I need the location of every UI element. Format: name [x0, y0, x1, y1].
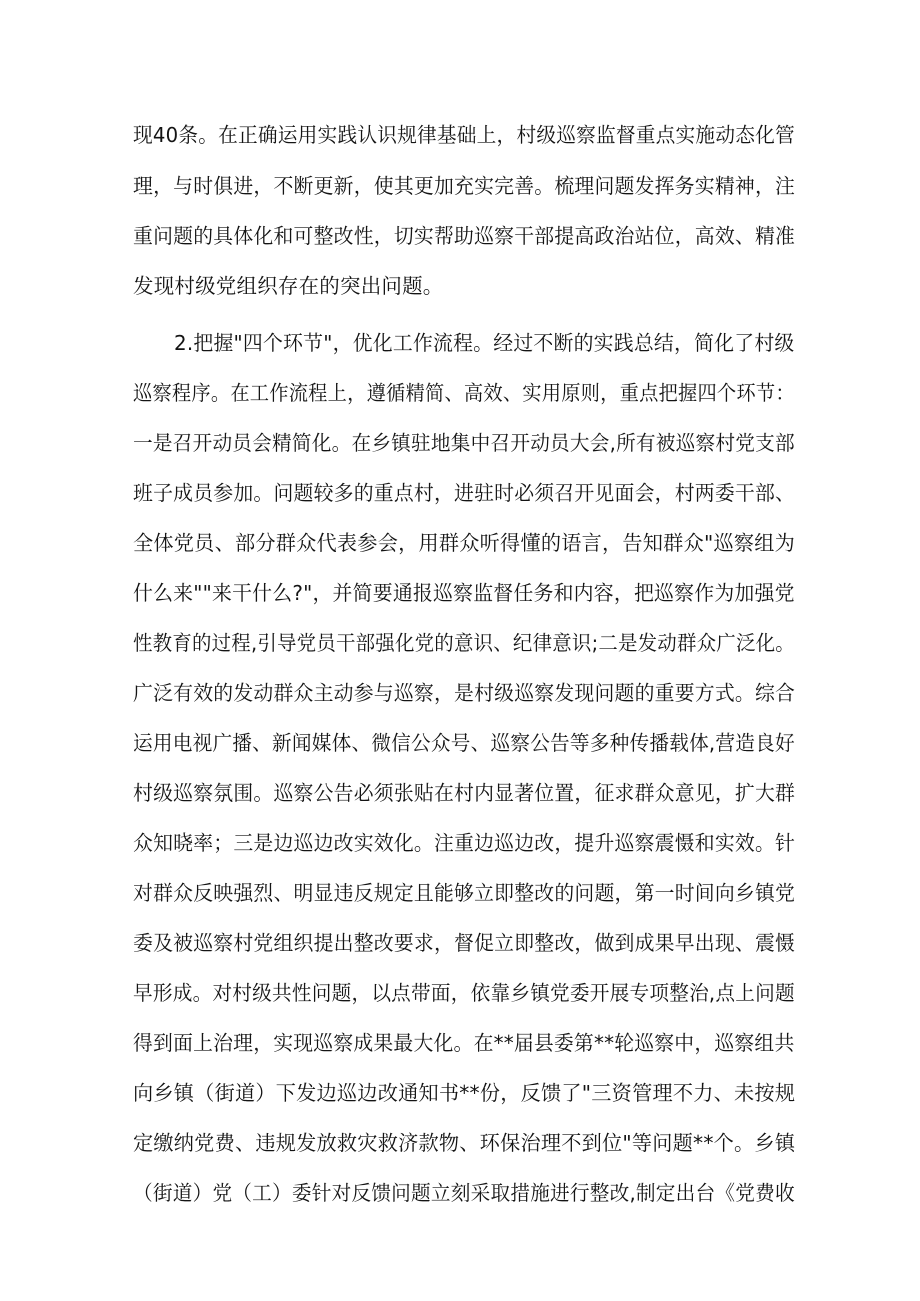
paragraph-line-14: 村级巡察氛围。巡察公告必须张贴在村内显著位置，征求群众意见，扩大群	[133, 781, 796, 805]
paragraph-line-6: 巡察程序。在工作流程上，遵循精简、高效、实用原则，重点把握四个环节：	[133, 381, 795, 405]
paragraph-line-19: 得到面上治理，实现巡察成果最大化。在**届县委第**轮巡察中，巡察组共	[133, 1031, 795, 1055]
paragraph-line-2: 理，与时俱进，不断更新，使其更加充实完善。梳理问题发挥务实精神，注	[133, 174, 796, 198]
paragraph-line-10: 什么来""来干什么?"，并简要通报巡察监督任务和内容，把巡察作为加强党	[133, 581, 795, 605]
paragraph-line-22: （街道）党（工）委针对反馈问题立刻采取措施进行整改,制定出台《党费收	[133, 1181, 795, 1205]
paragraph-line-21: 定缴纳党费、违规发放救灾救济款物、环保治理不到位"等问题**个。乡镇	[133, 1131, 796, 1155]
paragraph-line-17: 委及被巡察村党组织提出整改要求，督促立即整改，做到成果早出现、震慑	[133, 931, 796, 955]
paragraph-line-7: 一是召开动员会精简化。在乡镇驻地集中召开动员大会,所有被巡察村党支部	[133, 431, 795, 455]
paragraph-line-12: 广泛有效的发动群众主动参与巡察，是村级巡察发现问题的重要方式。综合	[133, 681, 796, 705]
paragraph-line-13: 运用电视广播、新闻媒体、微信公众号、巡察公告等多种传播载体,营造良好	[133, 731, 795, 755]
paragraph-line-16: 对群众反映强烈、明显违反规定且能够立即整改的问题，第一时间向乡镇党	[133, 881, 796, 905]
paragraph-line-3: 重问题的具体化和可整改性，切实帮助巡察干部提高政治站位，高效、精准	[133, 224, 796, 248]
paragraph-line-4: 发现村级党组织存在的突出问题。	[133, 274, 444, 298]
paragraph-line-15: 众知晓率；三是边巡边改实效化。注重边巡边改，提升巡察震慑和实效。针	[133, 831, 796, 855]
paragraph-line-11: 性教育的过程,引导党员干部强化党的意识、纪律意识;二是发动群众广泛化。	[133, 631, 795, 655]
paragraph-line-9: 全体党员、部分群众代表参会，用群众听得懂的语言，告知群众"巡察组为	[133, 531, 796, 555]
paragraph-line-1: 现40条。在正确运用实践认识规律基础上，村级巡察监督重点实施动态化管	[133, 123, 795, 147]
paragraph-line-8: 班子成员参加。问题较多的重点村，进驻时必须召开见面会，村两委干部、	[133, 481, 796, 505]
paragraph-line-5: 2.把握"四个环节"，优化工作流程。经过不断的实践总结，简化了村级	[174, 331, 795, 355]
paragraph-line-18: 早形成。对村级共性问题，以点带面，依靠乡镇党委开展专项整治,点上问题	[133, 981, 795, 1005]
paragraph-line-20: 向乡镇（街道）下发边巡边改通知书**份，反馈了"三资管理不力、未按规	[133, 1081, 796, 1105]
